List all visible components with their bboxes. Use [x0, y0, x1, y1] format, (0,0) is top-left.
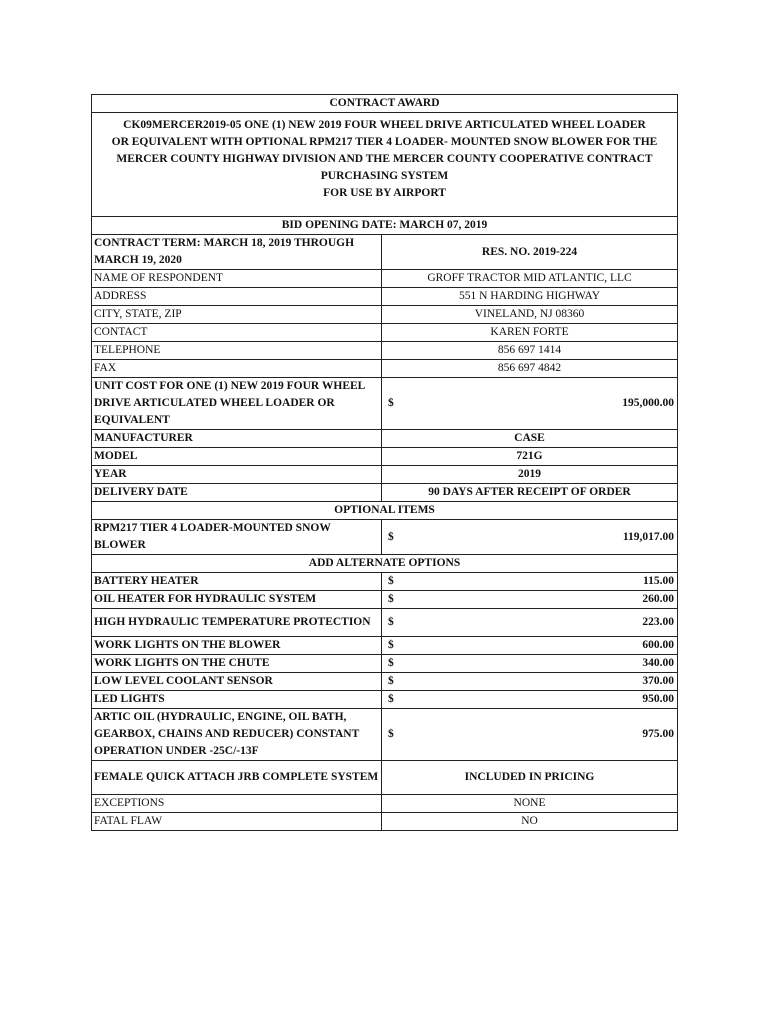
- description-line: MERCER COUNTY HIGHWAY DIVISION AND THE MERCER COUNTY COOPERATIVE CONTRACT: [116, 153, 653, 165]
- info-value: 856 697 1414: [382, 342, 678, 360]
- footer-label: FATAL FLAW: [92, 813, 382, 831]
- currency-symbol: $: [388, 639, 394, 651]
- arctic-oil-amount: 975.00: [642, 728, 675, 740]
- document-title: CONTRACT AWARD: [92, 95, 678, 113]
- currency-symbol: $: [388, 728, 394, 740]
- footer-value: NO: [382, 813, 678, 831]
- alternate-label: LED LIGHTS: [92, 691, 382, 709]
- alternate-label: BATTERY HEATER: [92, 573, 382, 591]
- description-line: OR EQUIVALENT WITH OPTIONAL RPM217 TIER 4 LOADER- MOUNTED SNOW BLOWER FOR THE: [111, 136, 658, 148]
- info-value: KAREN FORTE: [382, 324, 678, 342]
- currency-symbol: $: [388, 575, 394, 587]
- currency-symbol: $: [388, 530, 394, 543]
- quick-attach-value: INCLUDED IN PRICING: [382, 761, 678, 795]
- unit-cost-amount: 195,000.00: [622, 397, 675, 409]
- description-line: FOR USE BY AIRPORT: [323, 187, 446, 199]
- contract-term: CONTRACT TERM: MARCH 18, 2019 THROUGH MARCH 19, 2020: [92, 235, 382, 270]
- info-label: NAME OF RESPONDENT: [92, 270, 382, 288]
- spec-label: MODEL: [92, 448, 382, 466]
- info-label: CONTACT: [92, 324, 382, 342]
- alternate-label: LOW LEVEL COOLANT SENSOR: [92, 673, 382, 691]
- contract-description: [92, 113, 678, 217]
- alternate-label: HIGH HYDRAULIC TEMPERATURE PROTECTION: [92, 609, 382, 637]
- spec-label: YEAR: [92, 466, 382, 484]
- add-alternate-heading: ADD ALTERNATE OPTIONS: [92, 555, 678, 573]
- contract-award-table: [91, 94, 678, 831]
- optional-items-heading: OPTIONAL ITEMS: [92, 502, 678, 520]
- unit-cost-cell: [382, 378, 678, 430]
- unit-cost-label: UNIT COST FOR ONE (1) NEW 2019 FOUR WHEEL DRIVE ARTICULATED WHEEL LOADER OR EQUIVALENT: [92, 378, 382, 430]
- description-line: PURCHASING SYSTEM: [320, 170, 449, 182]
- alternate-amount: 370.00: [642, 675, 675, 687]
- spec-label: DELIVERY DATE: [92, 484, 382, 502]
- alternate-label: OIL HEATER FOR HYDRAULIC SYSTEM: [92, 591, 382, 609]
- alternate-amount: 260.00: [642, 593, 675, 605]
- currency-symbol: $: [388, 675, 394, 687]
- resolution-number: RES. NO. 2019-224: [382, 235, 678, 270]
- alternate-label: WORK LIGHTS ON THE BLOWER: [92, 637, 382, 655]
- info-label: FAX: [92, 360, 382, 378]
- optional-item-amount: 119,017.00: [622, 530, 675, 543]
- alternate-amount: 115.00: [643, 575, 675, 587]
- info-value: VINELAND, NJ 08360: [382, 306, 678, 324]
- arctic-oil-label: ARTIC OIL (HYDRAULIC, ENGINE, OIL BATH, GEARBOX, CHAINS AND REDUCER) CONSTANT OPERATION UNDER -25C/-13F: [92, 709, 382, 761]
- alternate-amount: 223.00: [642, 616, 675, 628]
- currency-symbol: $: [388, 616, 394, 628]
- spec-value: 2019: [382, 466, 678, 484]
- currency-symbol: $: [388, 693, 394, 705]
- optional-item-cell: [382, 520, 678, 555]
- footer-label: EXCEPTIONS: [92, 795, 382, 813]
- alternate-amount: 340.00: [642, 657, 675, 669]
- info-label: CITY, STATE, ZIP: [92, 306, 382, 324]
- optional-item-label: RPM217 TIER 4 LOADER-MOUNTED SNOW BLOWER: [92, 520, 382, 555]
- currency-symbol: $: [388, 593, 394, 605]
- currency-symbol: $: [388, 397, 394, 409]
- alternate-label: WORK LIGHTS ON THE CHUTE: [92, 655, 382, 673]
- footer-value: NONE: [382, 795, 678, 813]
- spec-value: 90 DAYS AFTER RECEIPT OF ORDER: [382, 484, 678, 502]
- quick-attach-label: FEMALE QUICK ATTACH JRB COMPLETE SYSTEM: [92, 761, 382, 795]
- spec-label: MANUFACTURER: [92, 430, 382, 448]
- info-value: GROFF TRACTOR MID ATLANTIC, LLC: [382, 270, 678, 288]
- description-line: CK09MERCER2019-05 ONE (1) NEW 2019 FOUR WHEEL DRIVE ARTICULATED WHEEL LOADER: [123, 119, 646, 131]
- info-value: 551 N HARDING HIGHWAY: [382, 288, 678, 306]
- info-value: 856 697 4842: [382, 360, 678, 378]
- spec-value: 721G: [382, 448, 678, 466]
- alternate-amount: 950.00: [642, 693, 675, 705]
- info-label: TELEPHONE: [92, 342, 382, 360]
- bid-opening-date: BID OPENING DATE: MARCH 07, 2019: [92, 217, 678, 235]
- spec-value: CASE: [382, 430, 678, 448]
- currency-symbol: $: [388, 657, 394, 669]
- info-label: ADDRESS: [92, 288, 382, 306]
- alternate-amount: 600.00: [642, 639, 675, 651]
